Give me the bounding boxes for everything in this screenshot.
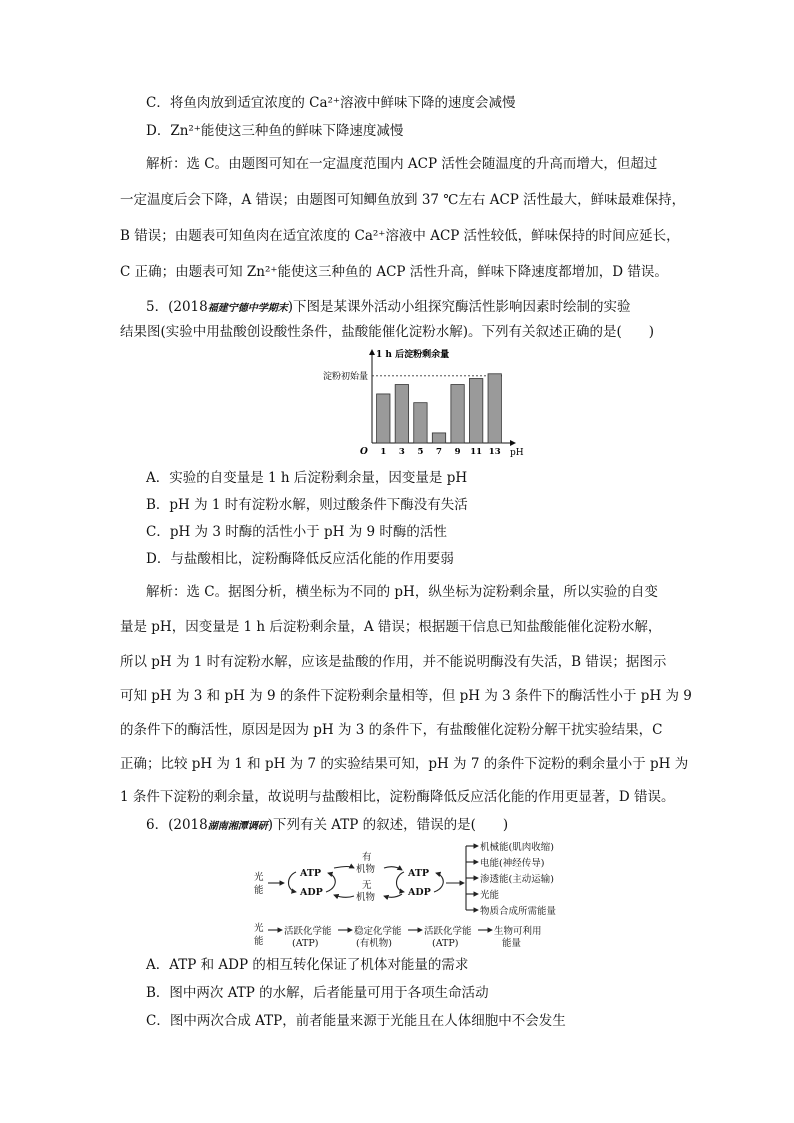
atp-energy-diagram <box>250 838 580 948</box>
origin-label: O <box>360 447 368 457</box>
x-tick-label: 9 <box>454 447 461 457</box>
x-tick-label: 3 <box>398 447 405 457</box>
diag-chain-item: 稳定化学能 <box>354 926 402 937</box>
diag-light-label: 光 <box>254 872 264 883</box>
q5-stem-rest: )下图是某课外活动小组探究酶活性影响因素时绘制的实验 <box>287 299 631 315</box>
diag-cycle-arrow <box>397 872 405 892</box>
y-axis-arrow <box>369 349 375 355</box>
diag-output: 光能 <box>480 890 500 901</box>
chart-title: 1 h 后淀粉剩余量 <box>376 350 450 360</box>
diag-chain-item: 活跃化学能 <box>424 926 472 937</box>
diag-output: 机械能(肌肉收缩) <box>480 842 554 853</box>
x-axis-arrow <box>510 440 516 446</box>
q5-option-a: A．实验的自变量是 1 h 后淀粉剩余量，因变量是 pH <box>146 470 468 486</box>
q6-number: 6．(2018 <box>146 817 208 833</box>
q5-analysis-line: 所以 pH 为 1 时有淀粉水解，应该是盐酸的作用，并不能说明酶没有失活，B 错误；据图示 <box>120 654 667 670</box>
bar-ph-5 <box>414 403 427 443</box>
bar-ph-11 <box>469 378 482 443</box>
diag-cycle-arrow <box>434 873 443 892</box>
q4-analysis-line: 解析：选 C。由题图可知在一定温度范围内 ACP 活性会随温度的升高而增大，但超过 <box>146 156 658 172</box>
diag-inorganic-top: 无 <box>362 880 372 891</box>
q5-stem-line2: 结果图(实验中用盐酸创设酸性条件，盐酸能催化淀粉水解)。下列有关叙述正确的是( ) <box>120 324 655 340</box>
bar-ph-1 <box>377 394 390 443</box>
diag-energy-label: 能 <box>254 885 264 896</box>
q5-option-d: D．与盐酸相比，淀粉酶降低反应活化能的作用要弱 <box>146 551 454 567</box>
q5-option-b: B．pH 为 1 时有淀粉水解，则过酸条件下酶没有失活 <box>146 497 468 513</box>
q4-analysis-line: 一定温度后会下降，A 错误；由题图可知鲫鱼放到 37 ℃左右 ACP 活性最大，鲜味最难保持， <box>120 192 686 208</box>
diag-output: 电能(神经传导) <box>480 858 545 869</box>
bar-ph-7 <box>432 433 445 443</box>
q4-option-c: C．将鱼肉放到适宜浓度的 Ca²⁺溶液中鲜味下降的速度会减慢 <box>146 95 516 111</box>
diag-chain-sub: 能量 <box>502 938 522 949</box>
diag-atp-1: ATP <box>300 868 322 879</box>
diag-output: 渗透能(主动运输) <box>480 874 554 885</box>
q5-analysis-line: 可知 pH 为 3 和 pH 为 9 的条件下淀粉剩余量相等，但 pH 为 3 条件下的酶活性小于 pH 为 9 <box>120 688 692 704</box>
q4-analysis-line: B 错误；由题表可知鱼肉在适宜浓度的 Ca²⁺溶液中 ACP 活性较低，鲜味保持的时间应延长， <box>120 228 680 244</box>
q6-option-a: A．ATP 和 ADP 的相互转化保证了机体对能量的需求 <box>146 957 469 973</box>
diag-light-label-2: 光 <box>254 923 264 934</box>
diag-output: 物质合成所需能量 <box>480 906 557 917</box>
diag-arrow <box>384 894 402 897</box>
x-axis-label: pH <box>510 448 524 458</box>
x-tick-label: 13 <box>488 447 501 457</box>
diag-organic-top: 有 <box>362 852 372 863</box>
diag-arrow <box>334 867 354 869</box>
bar-ph-3 <box>395 385 408 443</box>
diag-chain-sub: (有机物) <box>356 938 392 949</box>
q6-stem-rest: )下列有关 ATP 的叙述，错误的是( ) <box>267 817 509 833</box>
diag-organic-mid: 机物 <box>356 864 376 875</box>
bar-ph-13 <box>488 374 501 443</box>
diag-inorganic-mid: 机物 <box>356 892 376 903</box>
starch-bar-chart <box>300 345 524 463</box>
q5-analysis-line: 量是 pH，因变量是 1 h 后淀粉剩余量，A 错误；根据题干信息已知盐酸能催化淀粉水解， <box>120 619 662 635</box>
x-tick-label: 11 <box>470 447 483 457</box>
x-tick-label: 1 <box>380 447 387 457</box>
q5-analysis-line: 正确；比较 pH 为 1 和 pH 为 7 的实验结果可知，pH 为 7 的条件下淀粉的剩余量小于 pH 为 <box>120 756 689 772</box>
q5-source: 福建宁德中学期末 <box>207 303 288 314</box>
diag-chain-item: 活跃化学能 <box>284 926 332 937</box>
q4-analysis-line: C 正确；由题表可知 Zn²⁺能使这三种鱼的 ACP 活性升高，鲜味下降速度都增加，D 错误。 <box>120 264 668 280</box>
q6-stem <box>146 815 508 837</box>
q5-analysis-line: 1 条件下淀粉的剩余量，故说明与盐酸相比，淀粉酶降低反应活化能的作用更显著，D 错误。 <box>120 789 675 805</box>
diag-atp-2: ATP <box>408 868 430 879</box>
diag-energy-label-2: 能 <box>254 936 264 947</box>
diag-adp-2: ADP <box>408 887 431 898</box>
q6-source: 湖南湘潭调研 <box>207 821 268 832</box>
x-tick-label: 7 <box>436 447 442 457</box>
diag-arrow <box>384 867 402 870</box>
q6-option-b: B．图中两次 ATP 的水解，后者能量可用于各项生命活动 <box>146 985 489 1001</box>
diag-cycle-arrow <box>326 873 335 892</box>
diag-chain-sub: (ATP) <box>292 938 319 949</box>
q6-option-c: C．图中两次合成 ATP，前者能量来源于光能且在人体细胞中不会发生 <box>146 1013 566 1029</box>
diag-adp-1: ADP <box>300 887 323 898</box>
diag-chain-sub: (ATP) <box>432 938 459 949</box>
q5-option-c: C．pH 为 3 时酶的活性小于 pH 为 9 时酶的活性 <box>146 524 447 540</box>
q5-number: 5．(2018 <box>146 299 208 315</box>
q4-option-d: D．Zn²⁺能使这三种鱼的鲜味下降速度减慢 <box>146 123 404 139</box>
bar-ph-9 <box>451 385 464 443</box>
diag-arrow <box>334 895 354 897</box>
q5-analysis-line: 的条件下的酶活性，原因是因为 pH 为 3 的条件下，有盐酸催化淀粉分解干扰实验结果，C <box>120 722 663 738</box>
x-tick-label: 5 <box>417 447 424 457</box>
diag-chain-item: 生物可利用 <box>494 926 542 937</box>
diag-cycle-arrow <box>289 872 297 892</box>
q5-analysis-line: 解析：选 C。据图分析，横坐标为不同的 pH，纵坐标为淀粉剩余量，所以实验的自变 <box>146 584 658 600</box>
initial-amount-label: 淀粉初始量 <box>322 371 368 382</box>
q5-stem <box>146 297 631 319</box>
